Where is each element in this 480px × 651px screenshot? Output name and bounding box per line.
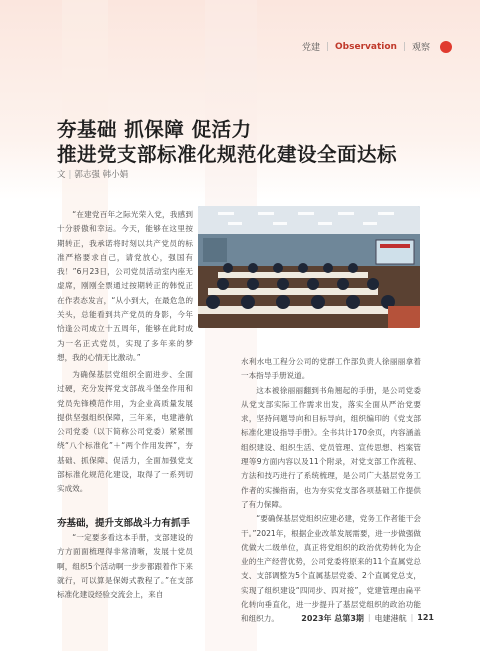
magazine-name: 电建港航 [374, 614, 407, 623]
title-line-2: 推进党支部标准化规范化建设全面达标 [57, 143, 398, 167]
divider: | [410, 613, 414, 622]
paragraph-1: “在建党百年之际光荣入党，我感到十分骄傲和幸运。今天，能够在这里按期转正，我承诺将时刻以共产党员的标准严格要求自己，请党放心，强国有我！”6月23日，公司党员活动室内座无虚席，刚刚全票通过按期转正的韩悦正在作表态发言，“从小到大，在最危急的关头，总能看到共产党员的身影，今年恰逢公司成立十五周年，能够在此时成为一名正式党员，实现了多年来的梦想，我的心情无比激动。” [57, 210, 193, 362]
paragraph-6: “要确保基层党组织应建必建，党务工作者能干会干。”2021年，根据企业改革发展需要，进一步做强做优做大二级单位，真正将党组织的政治优势转化为企业的生产经营优势，公司党委将原来的11个直属党总支、支部调整为5个直属基层党委、2个直属党总支，实现了组织建设“四同步、四对接”，党建管理由扁平化转向垂直化，进一步提升了基层党组织的政治功能和组织力。 [241, 514, 421, 624]
column-left-bottom [57, 531, 193, 602]
section-label-en: Observation [335, 41, 397, 52]
authors-names: 郭志强 韩小娟 [74, 170, 129, 180]
section-label-cn2: 观察 [411, 43, 430, 53]
article-title [57, 117, 397, 168]
column-left-middle [57, 368, 193, 497]
paragraph-3: “一定要多看这本手册，支部建设的方方面面梳理得非常清晰，发展十党员啊，组织5个活动啊一步步都跟着作下来就行，可以算是保姆式教程了。”在支部标准化建设经验交流会上，来自 [57, 533, 193, 600]
section-subheading: 夯基础，提升支部战斗力有抓手 [57, 518, 191, 529]
title-line-1: 夯基础 抓保障 促活力 [57, 118, 252, 141]
red-dot-icon [440, 41, 452, 53]
issue-label: 2023年 总第3期 [301, 614, 364, 623]
paragraph-4: 水利水电工程分公司的党群工作部负责人徐丽丽拿着一本指导手册说道。 [241, 357, 421, 381]
column-right [241, 355, 421, 627]
page-number: 121 [417, 613, 434, 622]
divider: | [367, 613, 371, 622]
divider: | [68, 170, 72, 180]
section-label-cn: 党建 [301, 43, 320, 53]
divider: | [325, 41, 330, 52]
column-left-top [57, 208, 193, 365]
article-authors [57, 168, 128, 180]
paragraph-5: 这本被徐丽丽翻到书角翘起的手册，是公司党委从党支部实际工作需求出发，落实全面从严治党要求，坚持问题导向和目标导向，组织编印的《党支部标准化建设指导手册》。全书共计170余页，内容涵盖组织建设、组织生活、党员管理、宣传思想、档案管理等9方面内容以及11个附录，对党支部工作流程、方法和技巧进行了系统梳理，是公司广大基层党务工作者的实操指南，也为夯实党支部各项基础工作提供了有力保障。 [241, 385, 421, 509]
authors-prefix: 文 [57, 170, 66, 180]
section-header [302, 40, 452, 53]
divider: | [402, 41, 406, 52]
paragraph-2: 为确保基层党组织全面进步、全面过硬，充分发挥党支部战斗堡垒作用和党员先锋模范作用，为企业高质量发展提供坚强组织保障，三年来，电建港航公司党委（以下简称公司党委）紧紧围绕“八个标准化”＋“两个作用发挥”，夯基础、抓保障、促活力，全面加强党支部标准化规范化建设，取得了一系列切实成效。 [57, 370, 193, 494]
meeting-photo-illustration [198, 206, 420, 328]
meeting-photo [198, 206, 420, 328]
page-footer [301, 613, 434, 624]
